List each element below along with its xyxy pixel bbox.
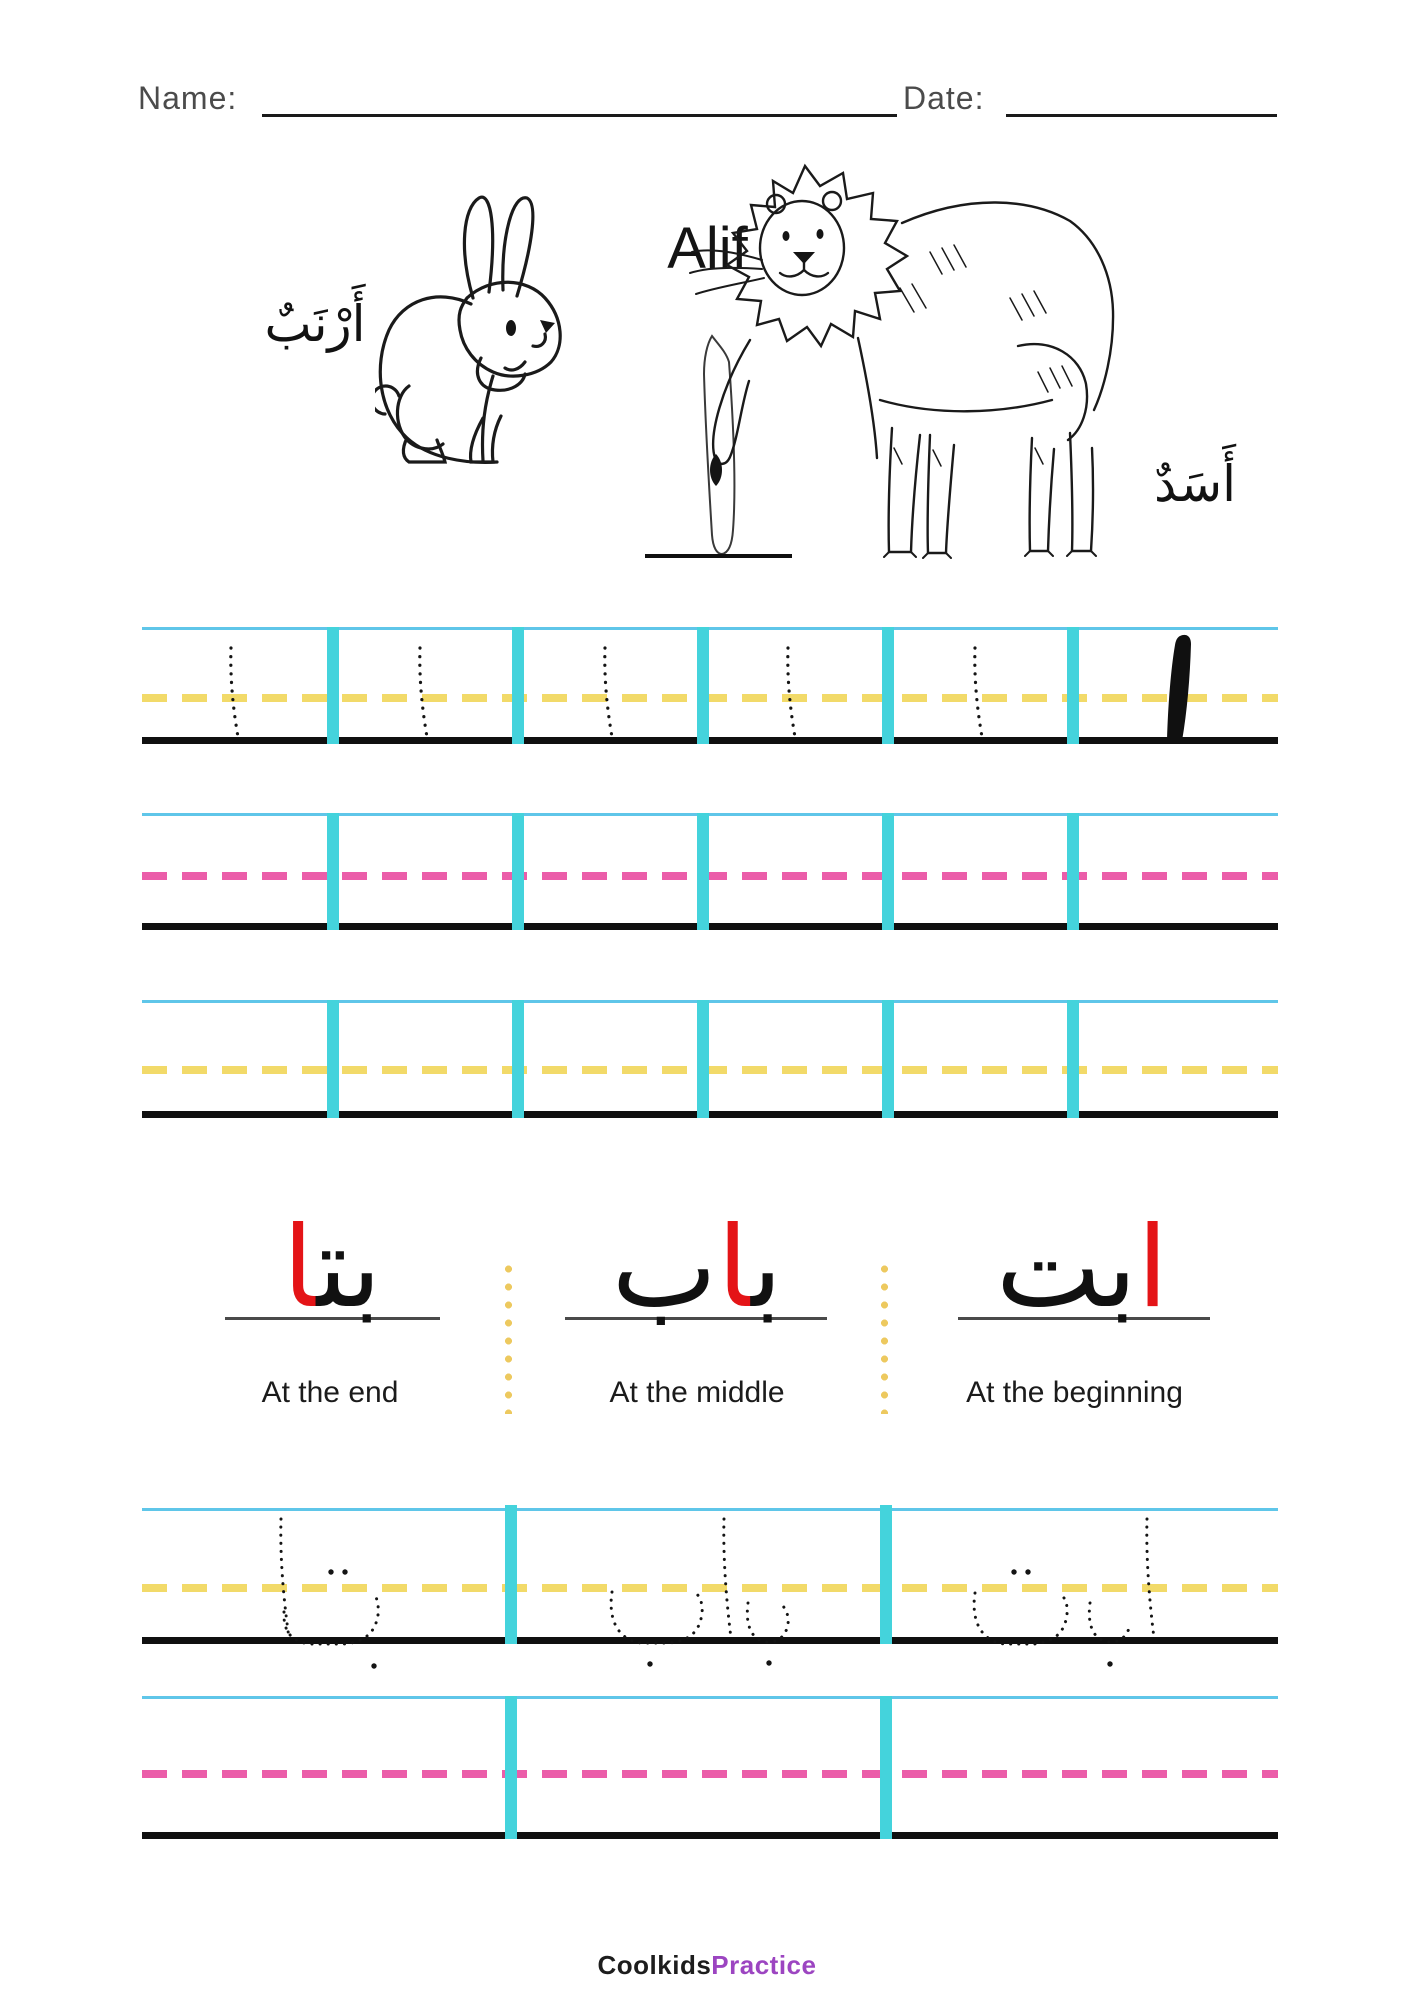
lion-word-arabic: أَسَدٌ <box>1153 455 1237 513</box>
letter-title: Alif <box>667 216 748 281</box>
row4-trace-words <box>142 1505 1278 1680</box>
row5-mid-guide-line <box>142 1770 1278 1778</box>
dotted-trace-alif <box>420 648 427 737</box>
row3-top-guide-line <box>142 1000 1278 1003</box>
row3-cell-divider <box>327 1000 339 1118</box>
position-label-beginning: At the beginning <box>966 1376 1183 1409</box>
row2-cell-divider <box>882 813 894 930</box>
row3-cell-divider <box>512 1000 524 1118</box>
word-part-red-alif: ﺎ <box>717 1203 752 1333</box>
rabbit-word-arabic: أَرْنَبٌ <box>264 295 366 353</box>
dotted-separator <box>880 1260 889 1414</box>
row2-cell-divider <box>327 813 339 930</box>
dotted-trace-word-abt <box>974 1519 1154 1644</box>
name-write-line <box>262 114 897 117</box>
word-part-red-alif: ﺍ <box>1137 1203 1169 1333</box>
rabbit-illustration <box>375 180 570 465</box>
word-part-red-alif: ﺎ <box>282 1203 317 1333</box>
word-part-black: ﺑﺘ <box>316 1203 382 1333</box>
dotted-trace-alif <box>231 648 238 737</box>
dotted-trace-alif <box>975 648 982 737</box>
dotted-trace-alif <box>605 648 612 737</box>
row2-baseline <box>142 923 1278 930</box>
brand-name-part2: Practice <box>711 1950 817 1980</box>
row3-cell-divider <box>882 1000 894 1118</box>
position-label-middle: At the middle <box>609 1376 785 1409</box>
row5-baseline <box>142 1832 1278 1839</box>
word-part-black: ﺏ <box>611 1203 718 1333</box>
dotted-trace-word-bta <box>281 1519 378 1644</box>
lion-illustration <box>680 148 1140 560</box>
word-part-black: ﺑﺖ <box>995 1203 1138 1333</box>
row3-cell-divider <box>697 1000 709 1118</box>
date-label: Date: <box>903 80 985 116</box>
row2-mid-guide-line <box>142 872 1278 880</box>
brand-logo <box>0 1950 1414 1981</box>
date-write-line <box>1006 114 1277 117</box>
brand-name-part1: Coolkids <box>597 1950 712 1980</box>
trace-word-letter-dots <box>328 1569 1112 1668</box>
example-word-beginning <box>952 1203 1212 1333</box>
name-label: Name: <box>138 80 238 116</box>
row3-baseline <box>142 1111 1278 1118</box>
example-word-end <box>212 1203 452 1333</box>
row5-cell-divider <box>880 1696 892 1839</box>
row5-top-guide-line <box>142 1696 1278 1699</box>
dotted-trace-word-bab <box>611 1519 788 1643</box>
dotted-trace-alif <box>788 648 795 737</box>
row5-cell-divider <box>505 1696 517 1839</box>
row3-cell-divider <box>1067 1000 1079 1118</box>
row2-cell-divider <box>512 813 524 930</box>
dotted-separator <box>504 1260 513 1414</box>
row1-trace-glyphs <box>142 627 1278 747</box>
alif-solid-example <box>1167 635 1191 741</box>
example-word-middle <box>572 1203 822 1333</box>
word-part-black: ﺑ <box>751 1203 783 1333</box>
row2-cell-divider <box>1067 813 1079 930</box>
row2-top-guide-line <box>142 813 1278 816</box>
row3-mid-guide-line <box>142 1066 1278 1074</box>
row2-cell-divider <box>697 813 709 930</box>
position-label-end: At the end <box>261 1376 399 1409</box>
